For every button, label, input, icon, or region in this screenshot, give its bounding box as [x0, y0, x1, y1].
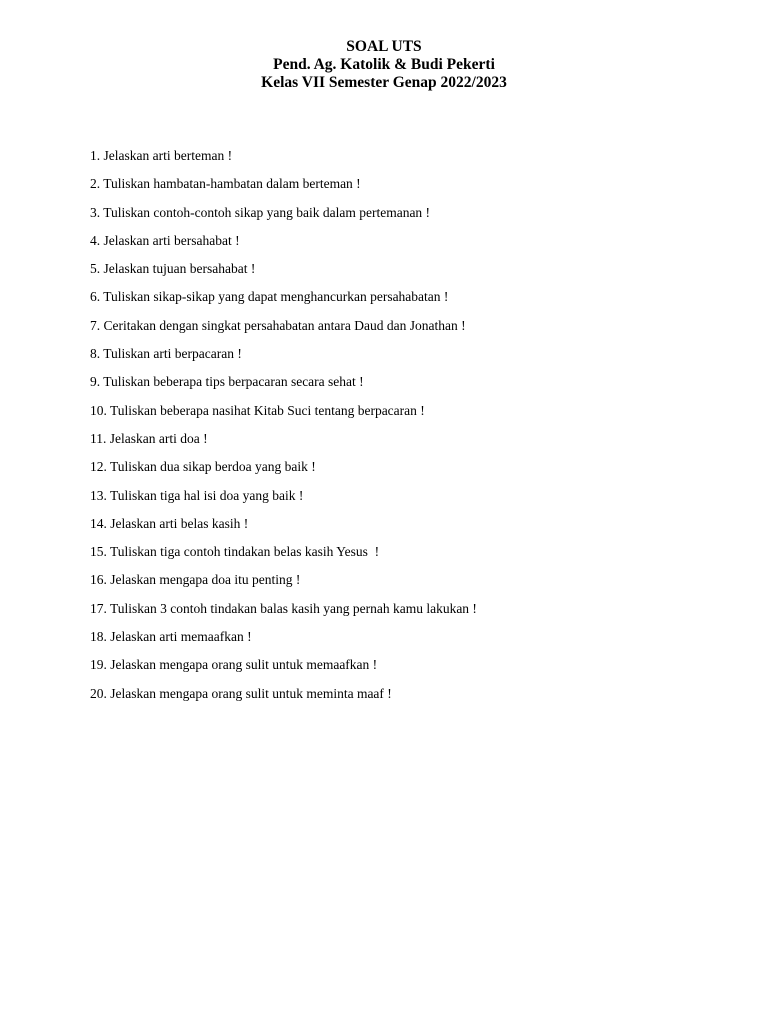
subject-title: Pend. Ag. Katolik & Budi Pekerti [273, 56, 495, 73]
question-item: 13. Tuliskan tiga hal isi doa yang baik ! [90, 487, 304, 503]
question-item: 8. Tuliskan arti berpacaran ! [90, 346, 242, 362]
question-item: 16. Jelaskan mengapa doa itu penting ! [90, 572, 301, 588]
question-item: 9. Tuliskan beberapa tips berpacaran secara sehat ! [90, 374, 364, 390]
question-item: 12. Tuliskan dua sikap berdoa yang baik ! [90, 459, 316, 475]
question-item: 7. Ceritakan dengan singkat persahabatan antara Daud dan Jonathan ! [90, 317, 466, 333]
question-list [90, 147, 730, 713]
document-header [0, 38, 768, 92]
question-item: 1. Jelaskan arti berteman ! [90, 148, 233, 163]
class-semester-info: Kelas VII Semester Genap 2022/2023 [261, 74, 507, 91]
exam-title: SOAL UTS [346, 38, 422, 55]
question-item: 15. Tuliskan tiga contoh tindakan belas kasih Yesus ! [90, 544, 380, 560]
question-item: 3. Tuliskan contoh-contoh sikap yang baik dalam pertemanan ! [90, 204, 431, 220]
question-item: 14. Jelaskan arti belas kasih ! [90, 515, 249, 531]
question-item: 5. Jelaskan tujuan bersahabat ! [90, 261, 256, 277]
question-item: 17. Tuliskan 3 contoh tindakan balas kasih yang pernah kamu lakukan ! [90, 600, 477, 616]
question-item: 10. Tuliskan beberapa nasihat Kitab Suci tentang berpacaran ! [90, 402, 425, 418]
question-item: 20. Jelaskan mengapa orang sulit untuk meminta maaf ! [90, 685, 392, 701]
question-item: 18. Jelaskan arti memaafkan ! [90, 629, 252, 645]
question-item: 4. Jelaskan arti bersahabat ! [90, 232, 240, 248]
question-item: 19. Jelaskan mengapa orang sulit untuk memaafkan ! [90, 657, 378, 673]
question-item: 2. Tuliskan hambatan-hambatan dalam berteman ! [90, 176, 361, 192]
question-item: 11. Jelaskan arti doa ! [90, 430, 208, 446]
question-item: 6. Tuliskan sikap-sikap yang dapat menghancurkan persahabatan ! [90, 289, 449, 305]
